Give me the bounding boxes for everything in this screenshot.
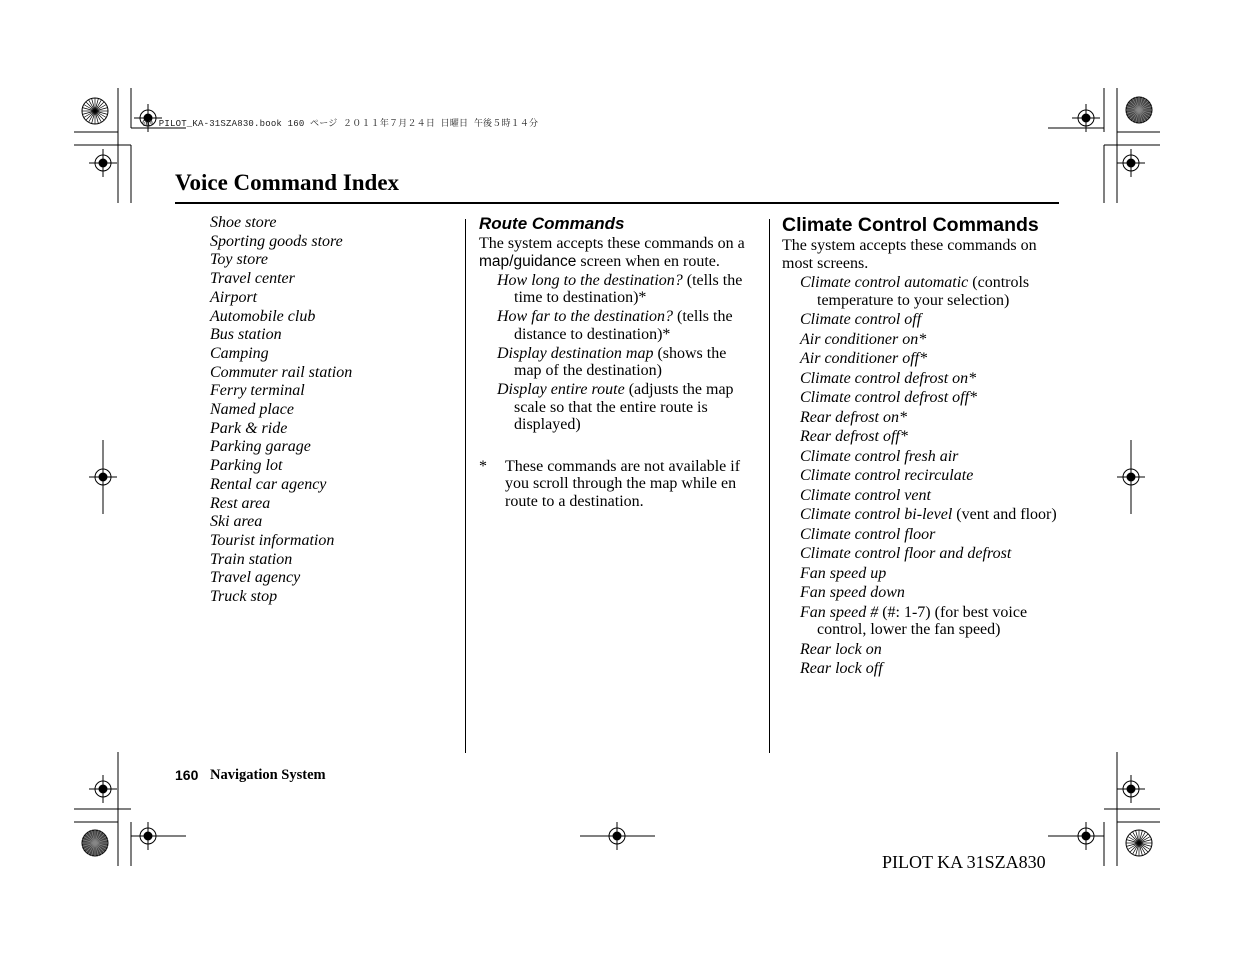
command-entry [782, 641, 1062, 659]
command-phrase: Air conditioner off* [800, 350, 928, 367]
command-phrase: Climate control vent [800, 486, 931, 504]
command-entry [782, 274, 1062, 309]
command-entry [782, 448, 1062, 466]
command-phrase: Air conditioner on* [800, 330, 927, 348]
list-item: Travel agency [210, 569, 301, 587]
color-wheel-icon [1126, 97, 1152, 123]
list-item: Ski area [210, 513, 263, 531]
command-entry [782, 428, 1062, 446]
command-phrase: Climate control recirculate [800, 467, 974, 484]
command-entry [782, 526, 1062, 544]
title-rule [175, 202, 1059, 204]
column-divider [465, 219, 466, 753]
list-item: Truck stop [210, 588, 278, 606]
list-item: Airport [210, 288, 258, 306]
place-category-list [210, 214, 450, 607]
list-item: Tourist information [210, 531, 335, 549]
command-phrase: Climate control defrost on* [800, 369, 977, 387]
intro-text: screen when en route. [580, 252, 720, 270]
command-entry [782, 565, 1062, 583]
color-wheel-icon [82, 830, 108, 856]
color-wheel-icon [82, 98, 108, 124]
command-entry [782, 604, 1062, 639]
climate-command-list [782, 274, 1062, 678]
footnote-marker: * [479, 457, 487, 475]
command-entry [782, 467, 1062, 485]
registration-target-icon [89, 775, 117, 803]
registration-target-icon [89, 149, 117, 177]
list-item: Camping [210, 344, 269, 362]
route-intro [479, 235, 757, 270]
page-number: 160 [175, 767, 199, 783]
section-heading-climate: Climate Control Commands [782, 214, 1039, 236]
command-entry [782, 370, 1062, 388]
command-entry [479, 345, 757, 380]
command-phrase: Rear defrost off* [800, 428, 908, 445]
print-code: PILOT KA 31SZA830 [882, 852, 1046, 872]
command-phrase: Climate control floor and defrost [800, 545, 1012, 562]
list-item: Parking garage [210, 438, 311, 456]
command-phrase: Climate control bi-level [800, 506, 953, 523]
list-item: Ferry terminal [210, 382, 305, 400]
command-phrase: Display destination map [497, 344, 654, 362]
command-phrase: Climate control off [800, 311, 922, 328]
command-entry [782, 350, 1062, 368]
command-entry [782, 660, 1062, 678]
command-phrase: Fan speed down [800, 584, 905, 601]
command-entry [479, 272, 757, 307]
command-entry [782, 584, 1062, 602]
column-divider [769, 219, 770, 753]
command-description: (tells the time to destination)* [514, 271, 743, 307]
climate-intro: The system accepts these commands on most screens. [782, 237, 1037, 272]
list-item: Rest area [210, 494, 271, 512]
command-description: (vent and floor) [956, 506, 1057, 523]
command-phrase: Display entire route [497, 381, 625, 399]
command-entry [479, 381, 757, 434]
command-entry [782, 487, 1062, 505]
climate-commands-section [782, 214, 1062, 678]
command-phrase: How far to the destination? [497, 308, 673, 326]
command-phrase: Fan speed # [800, 603, 879, 621]
command-phrase: Rear defrost on* [800, 408, 907, 426]
command-entry [782, 545, 1062, 563]
command-description: (adjusts the map scale so that the entire route is displayed) [514, 381, 734, 434]
list-item: Park & ride [210, 419, 288, 437]
command-phrase: Climate control defrost off* [800, 389, 978, 406]
command-entry [479, 308, 757, 343]
registration-target-icon [1117, 149, 1145, 177]
command-entry [782, 506, 1062, 524]
command-description: (controls temperature to your selection) [817, 274, 1030, 309]
command-phrase: Climate control fresh air [800, 447, 959, 465]
command-entry [782, 389, 1062, 407]
screen-name: map/guidance [479, 252, 577, 270]
page-title: Voice Command Index [175, 170, 400, 195]
footer-section-label: Navigation System [210, 767, 326, 783]
section-heading-route: Route Commands [479, 214, 625, 233]
list-item: Toy store [210, 251, 268, 269]
command-entry [782, 311, 1062, 329]
list-item: Sporting goods store [210, 232, 343, 250]
command-phrase: Rear lock off [800, 660, 883, 677]
footnote-text: These commands are not available if you scroll through the map while en route to a destination. [505, 457, 741, 510]
intro-text: The system accepts these commands on a [479, 235, 745, 252]
list-item: Rental car agency [210, 475, 327, 493]
list-item: Shoe store [210, 214, 277, 231]
command-description: (tells the distance to destination)* [514, 308, 733, 343]
list-item: Bus station [210, 326, 282, 344]
command-entry [782, 331, 1062, 349]
file-header: 00 PILOT_KA-31SZA830.book 160 ページ ２０１１年７月２４日 日曜日 午後５時１４分 [142, 119, 539, 129]
list-item: Automobile club [210, 307, 316, 325]
command-description: (shows the map of the destination) [514, 344, 727, 380]
list-item: Train station [210, 550, 293, 568]
list-item: Named place [210, 401, 294, 419]
registration-target-icon [1117, 775, 1145, 803]
command-phrase: Fan speed up [800, 564, 887, 582]
command-description: (#: 1-7) (for best voice control, lower the fan speed) [817, 603, 1028, 638]
route-commands-section [479, 214, 757, 510]
command-phrase: How long to the destination? [497, 271, 683, 289]
list-item: Commuter rail station [210, 363, 353, 381]
command-phrase: Rear lock on [800, 640, 882, 658]
command-phrase: Climate control floor [800, 525, 936, 543]
color-wheel-icon [1126, 830, 1152, 856]
command-entry [782, 409, 1062, 427]
command-phrase: Climate control automatic [800, 274, 969, 291]
list-item: Travel center [210, 270, 295, 288]
footnote [479, 458, 757, 511]
list-item: Parking lot [210, 457, 283, 475]
